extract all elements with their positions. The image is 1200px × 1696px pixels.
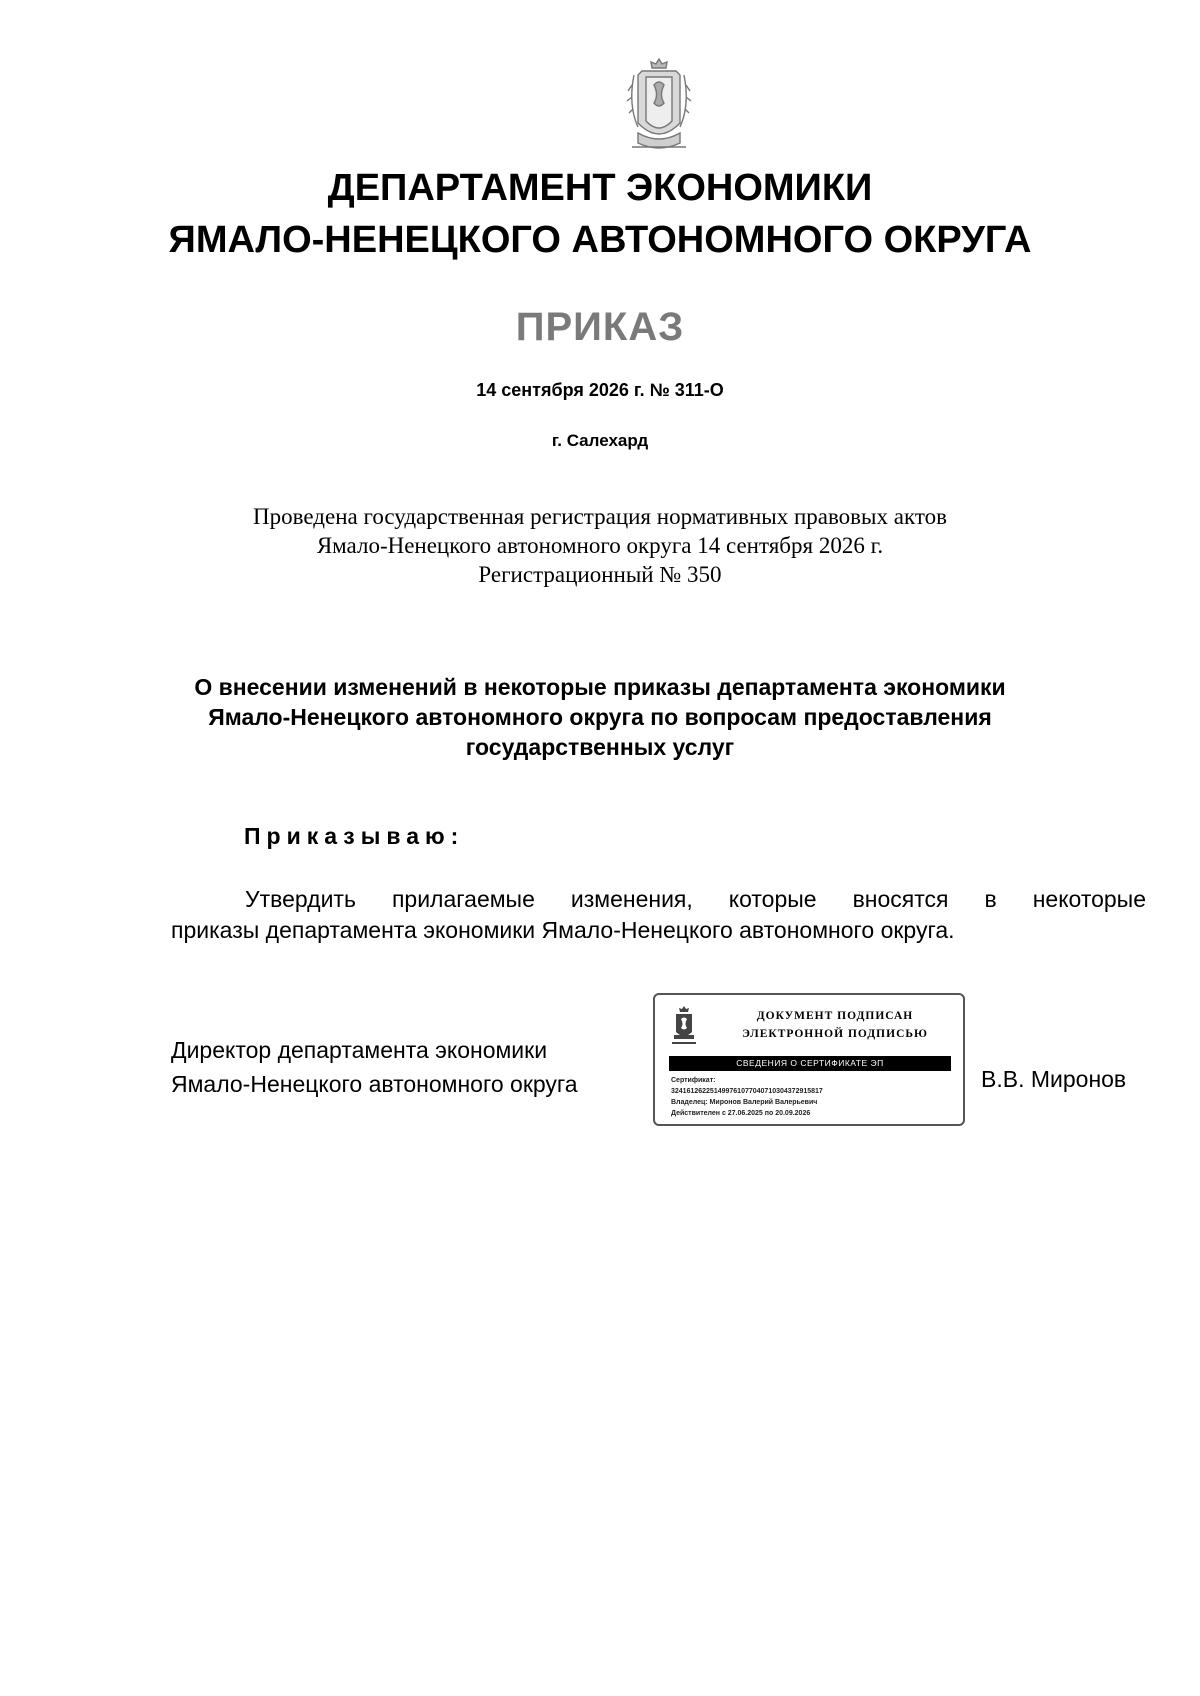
stamp-emblem-icon bbox=[671, 1005, 697, 1045]
stamp-title-line2: ЭЛЕКТРОННОЙ ПОДПИСЬЮ bbox=[742, 1028, 928, 1040]
document-type: ПРИКАЗ bbox=[515, 305, 685, 349]
coat-of-arms-emblem bbox=[624, 55, 694, 155]
registration-line2: Ямало-Ненецкого автономного округа 14 сентября 2026 г. bbox=[316, 533, 884, 558]
stamp-validity: Действителен с 27.06.2025 по 20.09.2026 bbox=[671, 1110, 811, 1117]
stamp-certificate-label: Сертификат: bbox=[671, 1077, 716, 1084]
body-paragraph bbox=[171, 884, 1146, 946]
position-line2: Ямало-Ненецкого автономного округа bbox=[171, 1071, 578, 1097]
order-word: Приказываю: bbox=[244, 823, 465, 849]
city: г. Салехард bbox=[551, 431, 649, 450]
registration-line1: Проведена государственная регистрация нормативных правовых актов bbox=[253, 504, 947, 529]
signatory-position bbox=[171, 1033, 578, 1101]
stamp-certificate-bar: СВЕДЕНИЯ О СЕРТИФИКАТЕ ЭП bbox=[669, 1056, 951, 1071]
signatory-name: В.В. Миронов bbox=[981, 1066, 1127, 1092]
stamp-details bbox=[671, 1075, 823, 1119]
department-title-line2: ЯМАЛО-НЕНЕЦКОГО АВТОНОМНОГО ОКРУГА bbox=[168, 219, 1032, 261]
department-title bbox=[0, 162, 1200, 266]
body-line1: Утвердить прилагаемые изменения, которые вносятся в некоторые bbox=[245, 886, 1146, 912]
body-line2: приказы департамента экономики Ямало-Ненецкого автономного округа. bbox=[171, 917, 955, 943]
e-signature-stamp bbox=[653, 993, 965, 1126]
position-line1: Директор департамента экономики bbox=[171, 1037, 548, 1063]
stamp-title-line1: ДОКУМЕНТ ПОДПИСАН bbox=[756, 1010, 914, 1022]
subject-line1: О внесении изменений в некоторые приказы департамента экономики bbox=[194, 674, 1006, 700]
subject-line3: государственных услуг bbox=[465, 734, 735, 760]
date-and-number: 14 сентября 2026 г. № 311-О bbox=[476, 380, 724, 400]
document-subject bbox=[0, 672, 1200, 762]
registration-notice bbox=[0, 502, 1200, 589]
stamp-owner: Владелец: Миронов Валерий Валерьевич bbox=[671, 1099, 818, 1106]
stamp-certificate-value: 324161262251499761077040710304372915817 bbox=[671, 1088, 823, 1095]
stamp-title bbox=[711, 1007, 959, 1043]
subject-line2: Ямало-Ненецкого автономного округа по вопросам предоставления bbox=[208, 704, 992, 730]
registration-line3: Регистрационный № 350 bbox=[478, 562, 722, 587]
department-title-line1: ДЕПАРТАМЕНТ ЭКОНОМИКИ bbox=[327, 167, 873, 209]
